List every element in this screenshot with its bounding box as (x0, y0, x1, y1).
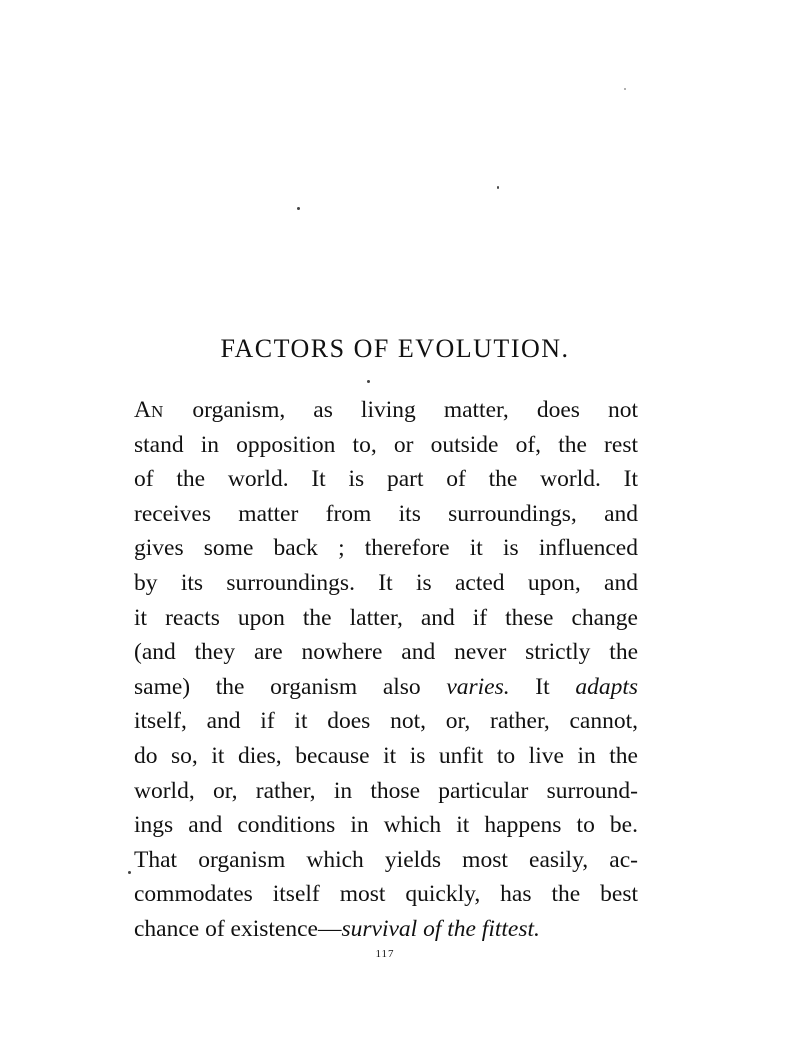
line-1-text: organism, as living matter, does not (164, 397, 638, 423)
text-line-12: world, or, rather, in those particular surround- (134, 777, 638, 804)
italic-varies: varies. (446, 673, 510, 700)
chapter-title: FACTORS OF EVOLUTION. (220, 334, 570, 363)
text-line-2: stand in opposition to, or outside of, the rest (134, 431, 638, 458)
text-line-3: of the world. It is part of the world. It (134, 466, 638, 493)
body-paragraph (134, 393, 638, 947)
text-line-10: itself, and if it does not, or, rather, cannot, (134, 708, 638, 735)
italic-adapts: adapts (575, 673, 638, 700)
italic-survival-of-the-fittest: survival of the fittest. (341, 915, 540, 942)
text-line-16 (134, 912, 638, 947)
text-line-7: it reacts upon the latter, and if these change (134, 604, 638, 631)
text-line-1 (134, 393, 638, 428)
page-number: 117 (375, 948, 395, 960)
text-line-15: commodates itself most quickly, has the best (134, 881, 638, 908)
paper-speck (297, 207, 300, 210)
text-line-8: (and they are nowhere and never strictly the (134, 639, 638, 666)
text-line-14: That organism which yields most easily, ac- (134, 846, 638, 873)
line-16-text: chance of existence— (134, 915, 342, 942)
paper-speck (128, 871, 131, 874)
text-line-13: ings and conditions in which it happens to be. (134, 812, 638, 839)
line-9-text-b: It (509, 673, 576, 700)
opening-capital: A (134, 397, 151, 423)
line-9-text-a: same) the organism also (134, 673, 447, 700)
opening-smallcaps: N (150, 402, 165, 421)
text-line-4: receives matter from its surroundings, and (134, 500, 638, 527)
text-line-11: do so, it dies, because it is unfit to live in the (134, 742, 638, 769)
text-line-9 (134, 670, 638, 705)
paper-speck (624, 88, 626, 90)
paper-speck (367, 380, 370, 383)
text-line-6: by its surroundings. It is acted upon, and (134, 569, 638, 596)
text-line-5: gives some back ; therefore it is influenced (134, 535, 638, 562)
paper-speck (497, 186, 499, 189)
